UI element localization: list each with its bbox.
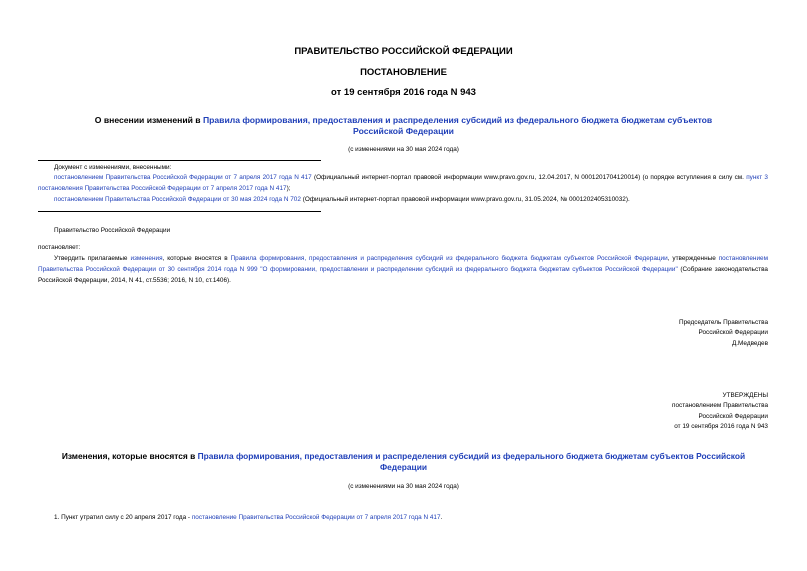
- changes-rules-link[interactable]: Правила формирования, предоставления и распределения субсидий из федерального бюджета бюджетам субъектов Российской Федерации: [197, 451, 746, 472]
- approval-line-2: постановлением Правительства: [672, 402, 768, 410]
- approval-block: [672, 391, 768, 433]
- changes-item-1-end: .: [440, 514, 443, 521]
- changes-item-1-link[interactable]: постановление Правительства Российской Федерации от 7 апреля 2017 года N 417: [191, 514, 441, 521]
- signature-org: Российской Федерации: [698, 329, 768, 337]
- p1-text-d: (Собрание законодательства Российской Федерации, 2014, N 41, ст.5536; 2016, N 10, ст.1406).: [38, 265, 768, 284]
- decision-paragraph: [38, 254, 768, 286]
- p1-text-c: , утвержденные: [667, 255, 719, 262]
- changes-edition-note: (с изменениями на 30 мая 2024 года): [348, 483, 459, 490]
- p1-text-a: Утвердить прилагаемые: [54, 255, 131, 262]
- changes-title-prefix: Изменения, которые вносятся в: [61, 451, 198, 461]
- document-title: [70, 115, 737, 137]
- amendment-2-link[interactable]: постановлением Правительства Российской Федерации от 30 мая 2024 года N 702: [54, 196, 301, 203]
- changes-link[interactable]: изменения: [130, 255, 163, 262]
- title-edition-note: (с изменениями на 30 мая 2024 года): [348, 146, 459, 153]
- changes-title: [38, 451, 769, 473]
- signature-position: Председатель Правительства: [679, 319, 768, 326]
- changes-item-1: [54, 513, 442, 524]
- amendments-intro: Документ с изменениями, внесенными:: [54, 164, 172, 171]
- approval-heading: УТВЕРЖДЕНЫ: [722, 392, 768, 399]
- resolution-999-link[interactable]: постановлением Правительства Российской Федерации от 30 сентября 2014 года N 999 "О формировании, предоставлении и распределении субсидий из федерального бюджета бюджетам субъектов Российской Федерации": [38, 255, 768, 273]
- document-date-number: от 19 сентября 2016 года N 943: [331, 87, 476, 98]
- amendment-item-2: [54, 195, 630, 206]
- rules-link-2[interactable]: Правила формирования, предоставления и распределения субсидий из федерального бюджета бюджетам субъектов Российской Федерации: [230, 255, 668, 262]
- approval-line-3: Российской Федерации: [698, 412, 768, 420]
- signature-block: [679, 318, 768, 349]
- title-prefix: О внесении изменений в: [94, 115, 203, 125]
- amendment-1-link[interactable]: постановлением Правительства Российской Федерации от 7 апреля 2017 года N 417: [54, 174, 312, 181]
- government-heading: ПРАВИТЕЛЬСТВО РОССИЙСКОЙ ФЕДЕРАЦИИ: [294, 46, 513, 57]
- divider-top: [38, 160, 321, 161]
- amendment-item-1: [38, 173, 768, 195]
- divider-bottom: [38, 211, 321, 212]
- p1-text-b: , которые вносятся в: [162, 255, 231, 262]
- signature-name: Д.Медведев: [731, 339, 768, 347]
- rules-link[interactable]: Правила формирования, предоставления и распределения субсидий из федерального бюджета бюджетам субъектов Российской Федерации: [202, 115, 713, 136]
- decides-label: постановляет:: [38, 244, 81, 251]
- amendment-1-text: (Официальный интернет-портал правовой информации www.pravo.gov.ru, 12.04.2017, N 0001201704120014) (о порядке вступления в силу см.: [311, 174, 747, 181]
- amendment-2-text: (Официальный интернет-портал правовой информации www.pravo.gov.ru, 31.05.2024, № 0001202405310032).: [300, 196, 630, 203]
- document-type-heading: ПОСТАНОВЛЕНИЕ: [360, 67, 447, 78]
- changes-item-1-text: 1. Пункт утратил силу с 20 апреля 2017 года -: [54, 514, 192, 521]
- amendment-1-end: );: [286, 184, 291, 192]
- amendment-1-entry-link[interactable]: пункт 3 постановления Правительства Российской Федерации от 7 апреля 2017 года N 417: [38, 174, 768, 192]
- approval-line-4: от 19 сентября 2016 года N 943: [674, 423, 768, 431]
- issuer: Правительство Российской Федерации: [54, 227, 171, 234]
